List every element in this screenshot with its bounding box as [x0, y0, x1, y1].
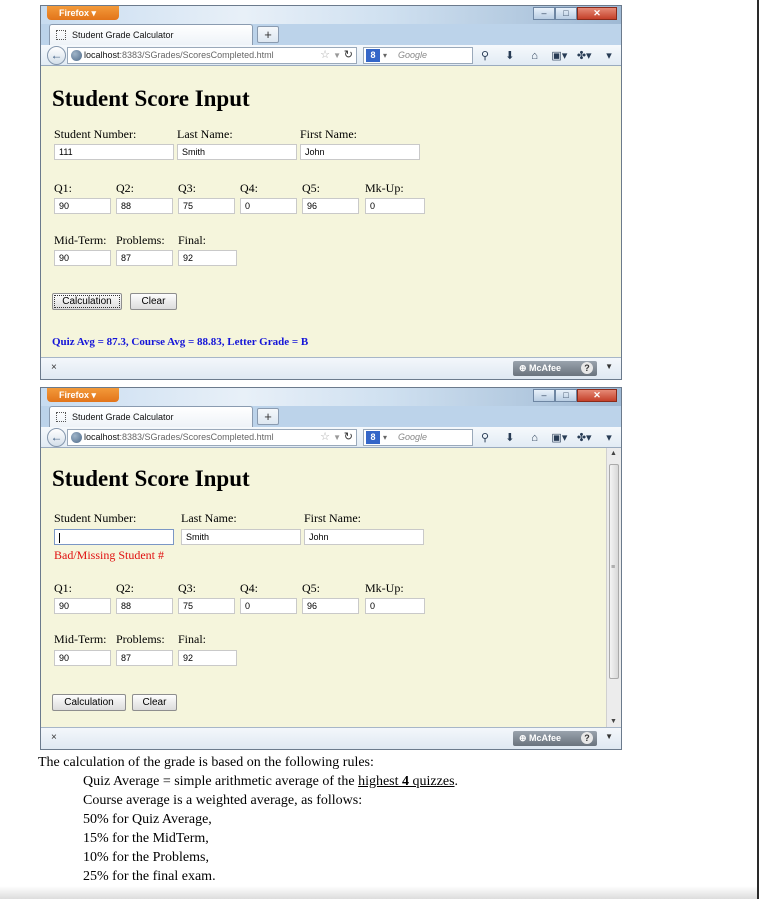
toolbar-icons — [477, 429, 617, 446]
q3-label: Q3: — [178, 581, 196, 595]
menu-overflow-icon[interactable]: ▾ — [606, 50, 612, 62]
back-button[interactable]: ← — [47, 46, 66, 65]
search-bar[interactable] — [363, 429, 473, 446]
student-number-label: Student Number: — [54, 511, 137, 525]
q5-label: Q5: — [302, 181, 320, 195]
makeup-input[interactable]: 0 — [365, 598, 425, 614]
problems-input[interactable]: 87 — [116, 650, 173, 666]
url-host: localhost — [84, 432, 120, 442]
reload-icon[interactable]: ↻ — [343, 49, 353, 61]
q2-label: Q2: — [116, 181, 134, 195]
q1-label: Q1: — [54, 181, 72, 195]
q2-input[interactable]: 88 — [116, 598, 173, 614]
problems-label: Problems: — [116, 233, 165, 247]
last-name-input[interactable]: Smith — [177, 144, 297, 160]
navigation-toolbar — [41, 427, 621, 448]
final-input[interactable]: 92 — [178, 650, 237, 666]
browser-window-error — [40, 387, 622, 750]
globe-icon — [71, 432, 82, 443]
page-favicon-icon — [56, 412, 66, 422]
new-tab-button[interactable]: + — [257, 408, 279, 425]
makeup-label: Mk-Up: — [365, 581, 404, 595]
problems-label: Problems: — [116, 632, 165, 646]
maximize-icon[interactable]: □ — [555, 389, 577, 402]
last-name-label: Last Name: — [181, 511, 237, 525]
rule-weight-quiz: 50% for Quiz Average, — [83, 812, 212, 827]
menu-overflow-icon[interactable]: ▾ — [606, 432, 612, 444]
first-name-input[interactable]: John — [304, 529, 424, 545]
tab-student-grade-calculator[interactable] — [49, 24, 253, 45]
download-icon[interactable]: ⬇ — [505, 50, 515, 62]
student-number-input[interactable] — [54, 529, 174, 545]
q3-input[interactable]: 75 — [178, 198, 235, 214]
minimize-icon[interactable]: – — [533, 7, 555, 20]
back-button[interactable]: ← — [47, 428, 66, 447]
clear-button[interactable]: Clear — [130, 293, 177, 310]
calculation-button[interactable]: Calculation — [52, 293, 122, 310]
search-engine-dropdown-icon[interactable]: ▾ — [383, 433, 388, 442]
title-bar — [41, 6, 621, 24]
window-controls — [533, 389, 617, 402]
addon-bar — [41, 727, 621, 749]
url-dropdown-icon[interactable]: ▼ — [333, 433, 341, 442]
q4-label: Q4: — [240, 581, 258, 595]
tab-title: Student Grade Calculator — [72, 412, 174, 422]
q2-label: Q2: — [116, 581, 134, 595]
result-text: Quiz Avg = 87.3, Course Avg = 88.83, Letter Grade = B — [52, 336, 309, 348]
url-dropdown-icon[interactable]: ▼ — [333, 51, 341, 60]
url-bar[interactable] — [67, 47, 357, 64]
q5-label: Q5: — [302, 581, 320, 595]
scroll-grip-icon: ≡ — [611, 564, 616, 571]
title-bar — [41, 388, 621, 406]
page-right-border — [757, 0, 759, 899]
reload-icon[interactable]: ↻ — [343, 431, 353, 443]
rule-quiz-average: Quiz Average = simple arithmetic average of the highest 4 quizzes. — [83, 774, 459, 789]
q1-input[interactable]: 90 — [54, 598, 111, 614]
new-tab-button[interactable]: + — [257, 26, 279, 43]
search-placeholder: Google — [398, 432, 428, 442]
tab-strip — [41, 406, 621, 427]
firefox-menu-button[interactable]: Firefox ▾ — [47, 388, 119, 402]
addon-dropdown-icon[interactable]: ▼ — [605, 362, 613, 371]
makeup-input[interactable]: 0 — [365, 198, 425, 214]
addon-dropdown-icon[interactable]: ▼ — [605, 732, 613, 741]
minimize-icon[interactable]: – — [533, 389, 555, 402]
addon-icon[interactable]: ✤▾ — [576, 50, 592, 62]
addon-bar — [41, 357, 621, 379]
bookmark-star-icon[interactable]: ☆ — [320, 49, 330, 61]
tab-student-grade-calculator[interactable] — [49, 406, 253, 427]
rule-weight-midterm: 15% for the MidTerm, — [83, 831, 209, 846]
q1-input[interactable]: 90 — [54, 198, 111, 214]
page-content — [41, 448, 621, 727]
final-label: Final: — [178, 233, 207, 247]
first-name-label: First Name: — [300, 127, 357, 141]
addon-bar-close-icon[interactable]: × — [51, 732, 57, 743]
firefox-menu-button[interactable]: Firefox ▾ — [47, 6, 119, 20]
toolbar-icons — [477, 47, 617, 64]
page-bottom-shade — [0, 886, 757, 899]
close-icon[interactable]: ✕ — [577, 389, 617, 402]
vertical-scrollbar[interactable] — [606, 448, 621, 727]
final-label: Final: — [178, 632, 207, 646]
url-path: :8383/SGrades/ScoresCompleted.html — [119, 432, 274, 442]
q2-input[interactable]: 88 — [116, 198, 173, 214]
rule-course-average: Course average is a weighted average, as follows: — [83, 793, 363, 808]
help-icon[interactable]: ? — [581, 362, 593, 374]
search-magnifier-icon[interactable]: ⚲ — [480, 50, 490, 62]
q3-label: Q3: — [178, 181, 196, 195]
close-icon[interactable]: ✕ — [577, 7, 617, 20]
page-content — [41, 66, 621, 357]
help-icon[interactable]: ? — [581, 732, 593, 744]
midterm-label: Mid-Term: — [54, 233, 107, 247]
q4-label: Q4: — [240, 181, 258, 195]
browser-window-result — [40, 5, 622, 380]
page-favicon-icon — [56, 30, 66, 40]
student-number-error: Bad/Missing Student # — [54, 548, 165, 562]
url-bar[interactable] — [67, 429, 357, 446]
page-title: Student Score Input — [52, 466, 250, 491]
rules-intro: The calculation of the grade is based on the following rules: — [38, 755, 374, 770]
bookmarks-menu-icon[interactable]: ▣▾ — [551, 50, 568, 62]
search-bar[interactable] — [363, 47, 473, 64]
search-engine-icon[interactable]: 8 — [366, 49, 380, 62]
midterm-input[interactable]: 90 — [54, 250, 111, 266]
first-name-input[interactable]: John — [300, 144, 420, 160]
first-name-label: First Name: — [304, 511, 361, 525]
mcafee-badge[interactable]: ⊕ McAfee ? — [513, 731, 597, 746]
scrollbar-thumb[interactable] — [609, 464, 619, 679]
rule-weight-final: 25% for the final exam. — [83, 869, 216, 884]
clear-button[interactable]: Clear — [132, 694, 177, 711]
midterm-label: Mid-Term: — [54, 632, 107, 646]
window-controls — [533, 7, 617, 20]
url-host: localhost — [84, 50, 120, 60]
scroll-up-icon[interactable]: ▲ — [610, 450, 617, 457]
bookmarks-menu-icon[interactable]: ▣▾ — [551, 432, 568, 444]
bookmark-star-icon[interactable]: ☆ — [320, 431, 330, 443]
midterm-input[interactable]: 90 — [54, 650, 111, 666]
search-engine-dropdown-icon[interactable]: ▾ — [383, 51, 388, 60]
addon-icon[interactable]: ✤▾ — [576, 432, 592, 444]
q5-input[interactable]: 96 — [302, 198, 359, 214]
q5-input[interactable]: 96 — [302, 598, 359, 614]
makeup-label: Mk-Up: — [365, 181, 404, 195]
maximize-icon[interactable]: □ — [555, 7, 577, 20]
q1-label: Q1: — [54, 581, 72, 595]
tab-strip — [41, 24, 621, 45]
last-name-label: Last Name: — [177, 127, 233, 141]
navigation-toolbar — [41, 45, 621, 66]
last-name-input[interactable]: Smith — [181, 529, 301, 545]
problems-input[interactable]: 87 — [116, 250, 173, 266]
url-path: :8383/SGrades/ScoresCompleted.html — [119, 50, 274, 60]
page-title: Student Score Input — [52, 86, 250, 111]
search-placeholder: Google — [398, 50, 428, 60]
text-caret — [59, 533, 60, 543]
final-input[interactable]: 92 — [178, 250, 237, 266]
student-number-label: Student Number: — [54, 127, 137, 141]
search-magnifier-icon[interactable]: ⚲ — [480, 432, 490, 444]
search-engine-icon[interactable]: 8 — [366, 431, 380, 444]
student-number-input[interactable]: 111 — [54, 144, 174, 160]
mcafee-badge[interactable]: ⊕ McAfee ? — [513, 361, 597, 376]
download-icon[interactable]: ⬇ — [505, 432, 515, 444]
calculation-button[interactable]: Calculation — [52, 694, 126, 711]
globe-icon — [71, 50, 82, 61]
q3-input[interactable]: 75 — [178, 598, 235, 614]
home-icon[interactable]: ⌂ — [531, 431, 538, 444]
q4-input[interactable]: 0 — [240, 598, 297, 614]
addon-bar-close-icon[interactable]: × — [51, 362, 57, 373]
scroll-down-icon[interactable]: ▼ — [610, 718, 617, 725]
q4-input[interactable]: 0 — [240, 198, 297, 214]
home-icon[interactable]: ⌂ — [531, 49, 538, 62]
tab-title: Student Grade Calculator — [72, 30, 174, 40]
rule-weight-problems: 10% for the Problems, — [83, 850, 209, 865]
